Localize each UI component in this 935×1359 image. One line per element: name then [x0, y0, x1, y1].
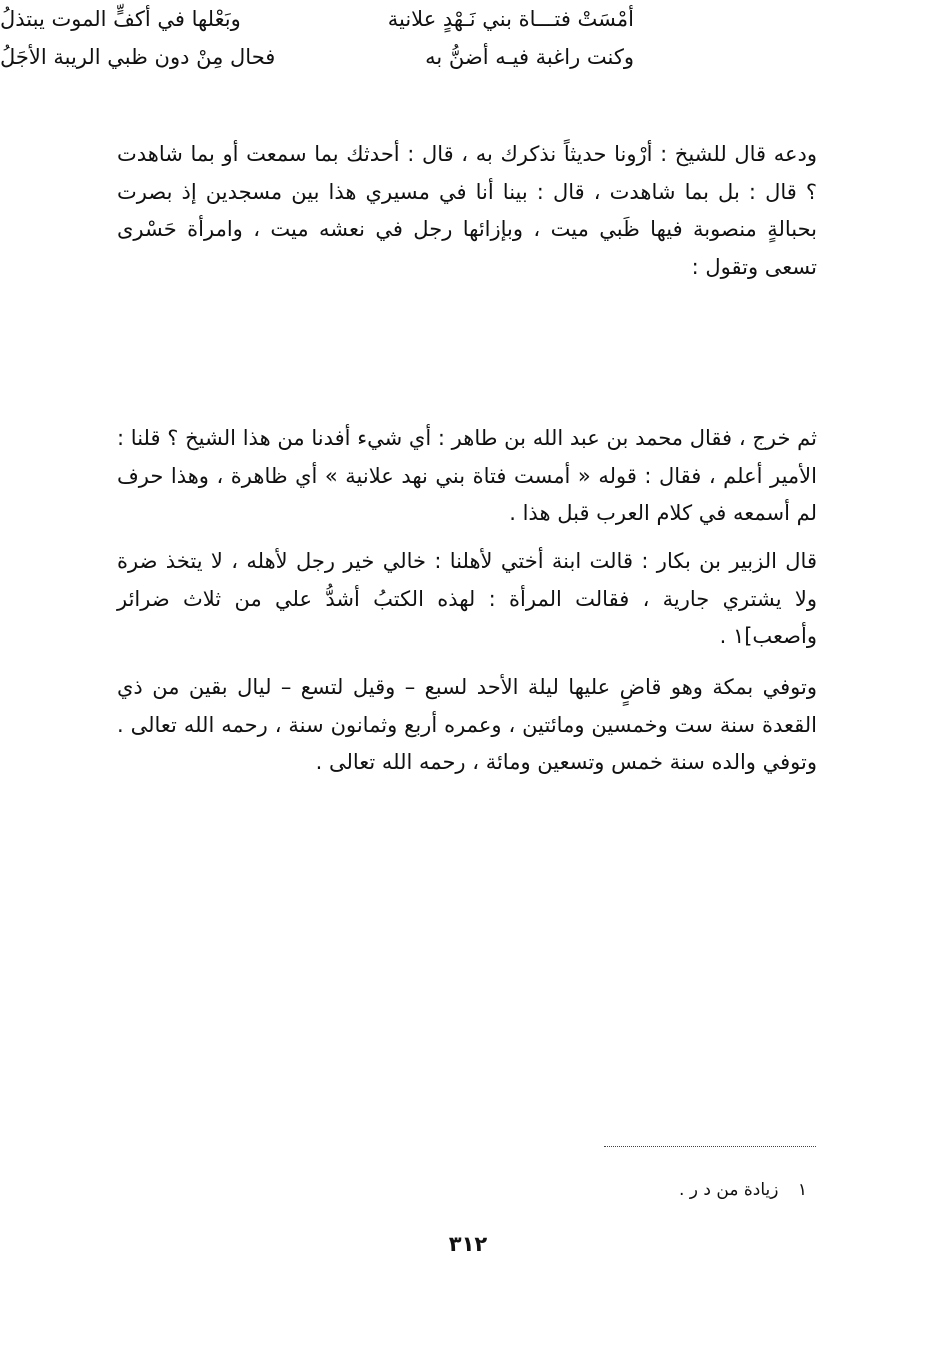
verse-1-second-hemistich: وبَعْلها في أكفٍّ الموت يبتذلُ [0, 7, 241, 31]
paragraph-4 [117, 669, 817, 782]
paragraph-1 [117, 136, 817, 286]
paragraph-3 [117, 543, 817, 656]
paragraph-text: قال الزبير بن بكار : قالت ابنة أختي لأهلنا : خالي خير رجل لأهله ، لا يتخذ ضرة ولا يشتري جارية ، فقالت المرأة : لهذه الكتبُ أشدُّ علي من ثلاث ضرائر وأصعب]١ . [117, 549, 817, 648]
footnote-separator [604, 1146, 816, 1147]
paragraph-text: ودعه قال للشيخ : أرْونا حديثاً نذكرك به ، قال : أحدثك بما سمعت أو بما شاهدت ؟ قال : بل بما شاهدت ، قال : بينا أنا في مسيري هذا بين مسجدين إذ بصرت بحبالةٍ منصوبة فيها ظَبي ميت ، وبإزائها رجل في نعشه ميت ، وامرأة حَسْرى تسعى وتقول : [117, 142, 817, 279]
verse-1-first-hemistich: أمْسَتْ فتـــاة بني نَـهْدٍ علانية [387, 7, 634, 31]
paragraph-text: ثم خرج ، فقال محمد بن عبد الله بن طاهر : أي شيء أفدنا من هذا الشيخ ؟ قلنا : الأمير أعلم ، فقال : قوله « أمست فتاة بني نهد علانية » أي ظاهرة ، وهذا حرف لم أسمعه في كلام العرب قبل هذا . [117, 426, 817, 525]
footnote-number: ١ [797, 1180, 807, 1200]
paragraph-text: وتوفي بمكة وهو قاضٍ عليها ليلة الأحد لسبع – وقيل لتسع – ليال بقين من ذي القعدة سنة ست وخمسين ومائتين ، وعمره أربع وثمانون سنة ، رحمه الله تعالى . وتوفي والده سنة خمس وتسعين ومائة ، رحمه الله تعالى . [117, 675, 817, 774]
poem [0, 0, 634, 76]
verse-2-first-hemistich: وكنت راغبة فيـه أضنُّ به [425, 45, 634, 69]
verse-2-second-hemistich: فحال مِنْ دون ظبي الريبة الأجَلُ [0, 45, 276, 69]
poem-verse-1 [0, 0, 634, 38]
paragraph-2 [117, 420, 817, 533]
poem-verse-2 [0, 38, 634, 76]
footnote-text: زيادة من د ر . [679, 1180, 779, 1200]
footnote [679, 1177, 807, 1203]
page-number: ٣١٢ [448, 1232, 488, 1256]
